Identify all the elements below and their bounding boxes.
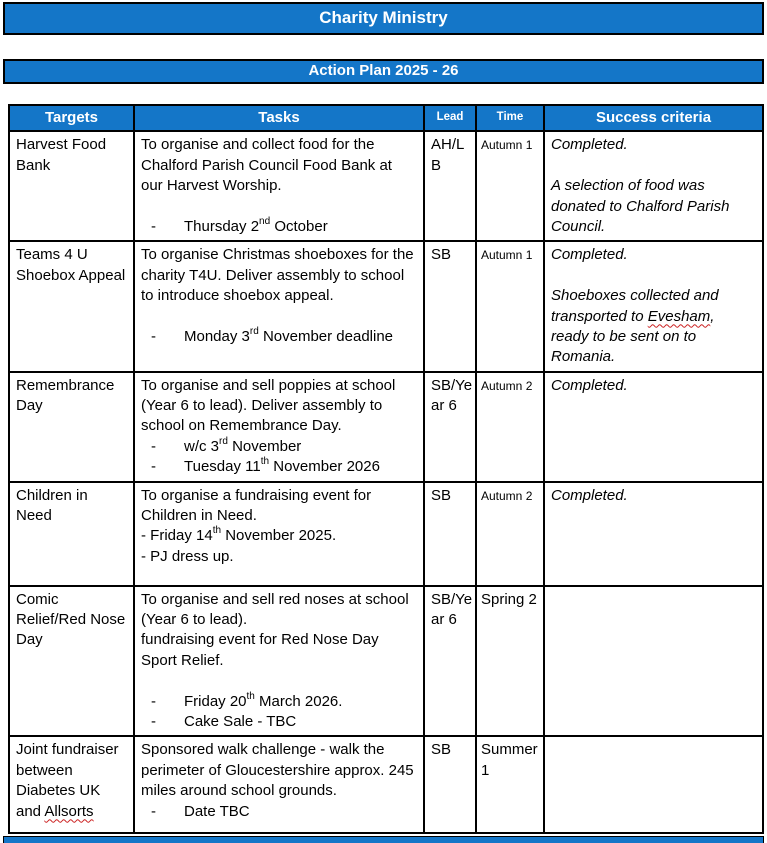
blank-line: [141, 671, 417, 691]
ordinal-superscript: th: [260, 456, 270, 468]
list-item: [151, 457, 417, 477]
ordinal-superscript: rd: [249, 325, 259, 337]
paragraph: Completed.: [551, 376, 628, 394]
time-cell: Autumn 1: [476, 131, 544, 241]
success-cell: [544, 241, 763, 371]
ordinal-superscript: th: [246, 690, 255, 702]
time-cell: Autumn 2: [476, 372, 544, 482]
time-cell: Summer 1: [476, 736, 544, 833]
success-cell: [544, 736, 763, 833]
tasks-cell: [134, 241, 424, 371]
paragraph: To organise and collect food for the Chalford Parish Council Food Bank at our Harvest Worship.: [141, 136, 392, 195]
paragraph: Comic Relief/Red Nose Day: [16, 590, 126, 649]
paragraph: Completed.: [551, 246, 628, 264]
list-dash: -: [151, 802, 156, 820]
lead-cell: SB/Year 6: [424, 372, 476, 482]
table-row: [9, 241, 763, 371]
list-item-text: Tuesday 11th November 2026: [184, 456, 380, 476]
blank-line: [551, 266, 756, 286]
list-item: [151, 692, 417, 712]
misspelled-word: Allsorts: [44, 802, 94, 820]
list-dash: -: [151, 437, 156, 455]
paragraph: Joint fundraiser between Diabetes UK and Allsorts: [16, 741, 119, 820]
ordinal-superscript: nd: [259, 215, 271, 227]
column-header-time: Time: [476, 105, 544, 131]
table-row: [9, 736, 763, 833]
paragraph: Teams 4 U Shoebox Appeal: [16, 246, 126, 284]
paragraph: Harvest Food Bank: [16, 136, 107, 174]
target-cell: [9, 372, 134, 482]
target-cell: [9, 131, 134, 241]
paragraph: To organise and sell poppies at school (Year 6 to lead). Deliver assembly to school on Remembrance Day.: [141, 376, 396, 435]
target-cell: [9, 736, 134, 833]
paragraph: To organise and sell red noses at school (Year 6 to lead).: [141, 590, 409, 629]
list-item-text: Date TBC: [184, 802, 250, 820]
list-item-text: Thursday 2nd October: [184, 215, 328, 235]
target-cell: [9, 586, 134, 737]
document-title-bar: [3, 2, 764, 35]
paragraph: Completed.: [551, 486, 628, 504]
paragraph: To organise Christmas shoeboxes for the charity T4U. Deliver assembly to school to introduce shoebox appeal.: [141, 246, 414, 305]
list-item-text: Friday 20th March 2026.: [184, 690, 343, 710]
table-row: [9, 131, 763, 241]
action-plan-table: [8, 104, 764, 834]
column-header-lead: Lead: [424, 105, 476, 131]
list-dash: -: [151, 692, 156, 710]
paragraph: Completed.: [551, 136, 628, 154]
lead-cell: SB/Year 6: [424, 586, 476, 737]
list-item-text: Monday 3rd November deadline: [184, 325, 394, 345]
paragraph: Children in Need: [16, 486, 88, 525]
time-cell: Autumn 2: [476, 482, 544, 586]
list-item-text: Cake Sale - TBC: [184, 712, 297, 730]
list-item: [151, 437, 417, 457]
paragraph: Remembrance Day: [16, 376, 115, 415]
list-item-flush: - Friday 14th November 2025.: [141, 525, 337, 545]
table-header-row: [9, 105, 763, 131]
list-item: [151, 802, 417, 822]
list-item: [151, 327, 417, 347]
blank-line: [141, 307, 417, 327]
action-plan-title: Action Plan 2025 - 26: [308, 62, 459, 79]
target-cell: [9, 241, 134, 371]
tasks-cell: [134, 131, 424, 241]
ordinal-superscript: th: [212, 525, 222, 537]
blank-line: [141, 197, 417, 217]
success-cell: [544, 131, 763, 241]
misspelled-word: Evesham: [647, 307, 711, 325]
column-header-tasks: Tasks: [134, 105, 424, 131]
lead-cell: SB: [424, 482, 476, 586]
lead-cell: SB: [424, 736, 476, 833]
action-table-body: [9, 131, 763, 833]
ordinal-superscript: rd: [219, 435, 228, 447]
paragraph: To organise a fundraising event for Children in Need.: [141, 486, 372, 525]
lead-cell: SB: [424, 241, 476, 371]
blank-line: [551, 156, 756, 176]
action-plan-bar: [3, 59, 764, 84]
target-cell: [9, 482, 134, 586]
tasks-cell: [134, 586, 424, 737]
paragraph: A selection of food was donated to Chalford Parish Council.: [551, 177, 730, 235]
tasks-cell: [134, 482, 424, 586]
next-section-bar-cropped: [3, 836, 764, 843]
success-cell: [544, 372, 763, 482]
column-header-targets: Targets: [9, 105, 134, 131]
list-item-text: w/c 3rd November: [184, 435, 302, 455]
time-cell: Autumn 1: [476, 241, 544, 371]
table-row: [9, 372, 763, 482]
table-row: [9, 482, 763, 586]
list-dash: -: [151, 217, 156, 235]
list-item-flush: - PJ dress up.: [141, 547, 234, 565]
list-dash: -: [151, 712, 156, 730]
tasks-cell: [134, 736, 424, 833]
list-dash: -: [151, 458, 156, 476]
document-title: Charity Ministry: [319, 8, 448, 27]
tasks-cell: [134, 372, 424, 482]
list-item: [151, 712, 417, 732]
lead-cell: AH/LB: [424, 131, 476, 241]
column-header-success-criteria: Success criteria: [544, 105, 763, 131]
list-dash: -: [151, 327, 156, 345]
table-row: [9, 586, 763, 737]
paragraph: fundraising event for Red Nose Day Sport Relief.: [141, 631, 379, 669]
success-cell: [544, 586, 763, 737]
time-cell: Spring 2: [476, 586, 544, 737]
paragraph: Shoeboxes collected and transported to Evesham, ready to be sent on to Romania.: [551, 287, 719, 366]
paragraph: Sponsored walk challenge - walk the perimeter of Gloucestershire approx. 245 miles around school grounds.: [141, 741, 414, 800]
success-cell: [544, 482, 763, 586]
list-item: [151, 217, 417, 237]
